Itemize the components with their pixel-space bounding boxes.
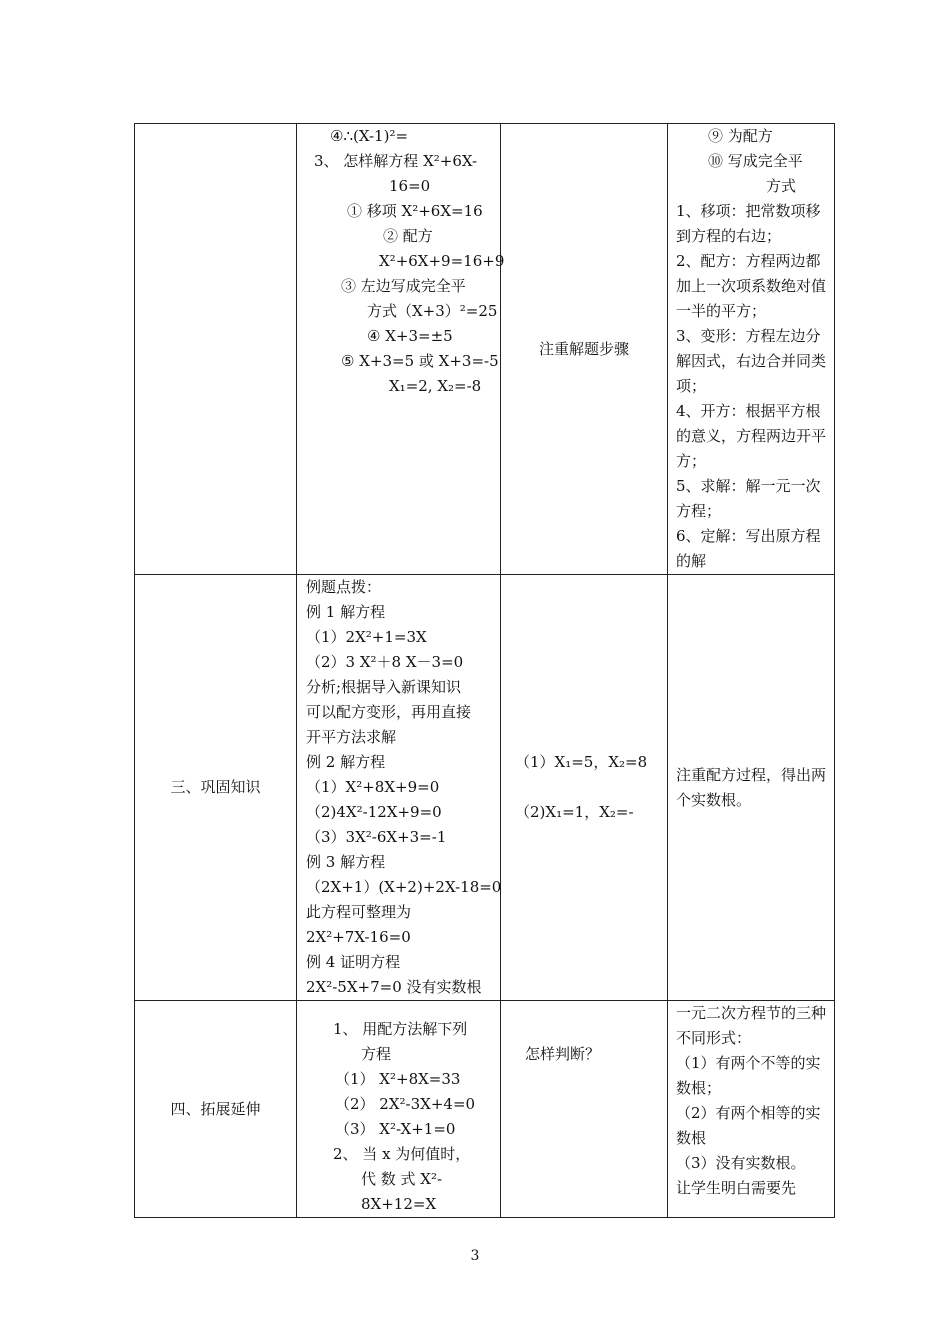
content-line: ⑤ X+3=5 或 X+3=-5: [341, 352, 499, 370]
student-cell: [501, 575, 668, 1001]
content-line: 16=0: [389, 177, 431, 195]
content-line: （2X+1）(X+2)+2X-18=0: [306, 878, 502, 896]
notes-line: 6、定解：写出原方程的解: [676, 527, 821, 570]
content-line: 分析;根据导入新课知识: [306, 678, 462, 696]
content-line: ③ 左边写成完全平: [341, 277, 466, 295]
notes-line: （2）有两个相等的实数根: [676, 1104, 821, 1147]
content-line: （2）3 X²＋8 X－3=0: [306, 653, 464, 671]
stage-cell: 三、巩固知识: [135, 575, 297, 1001]
stage-cell: [135, 124, 297, 575]
notes-line: 方式: [766, 177, 797, 195]
content-line: ① 移项 X²+6X=16: [347, 202, 483, 220]
student-cell: [501, 1001, 668, 1218]
student-line: （2)X₁=1，X₂=-: [515, 803, 634, 821]
notes-line: 1、移项：把常数项移到方程的右边；: [676, 202, 821, 245]
content-line: 1、 用配方法解下列: [333, 1020, 468, 1038]
notes-line: 2、配方：方程两边都加上一次项系数绝对值一半的平方；: [676, 252, 827, 320]
content-line: 8X+12=X: [361, 1195, 437, 1213]
content-line: 例 1 解方程: [306, 603, 386, 621]
content-line: 3、 怎样解方程 X²+6X-: [314, 152, 478, 170]
content-line: ④ X+3=±5: [367, 327, 453, 345]
notes-cell: [668, 124, 835, 575]
notes-line: 让学生明白需要先: [676, 1179, 797, 1197]
content-line: 2X²-5X+7=0 没有实数根: [306, 978, 482, 996]
content-line: 例 3 解方程: [306, 853, 386, 871]
content-line: 例 4 证明方程: [306, 953, 401, 971]
student-line: 怎样判断？: [525, 1045, 601, 1063]
content-line: （3） X²-X+1=0: [335, 1120, 456, 1138]
notes-line: ⑨ 为配方: [708, 127, 773, 145]
content-line: （3）3X²-6X+3=-1: [306, 828, 447, 846]
content-line: 可以配方变形，再用直接: [306, 703, 472, 721]
content-line: 开平方法求解: [306, 728, 397, 746]
notes-line: （1）有两个不等的实数根；: [676, 1054, 821, 1097]
content-line: 代 数 式 X²-: [361, 1170, 443, 1188]
content-line: （2） 2X²-3X+4=0: [335, 1095, 476, 1113]
student-line: （1）X₁=5，X₂=8: [515, 753, 648, 771]
content-line: （2)4X²-12X+9=0: [306, 803, 442, 821]
notes-cell: [668, 575, 835, 1001]
table-row-extend: [135, 1001, 835, 1218]
notes-cell: [668, 1001, 835, 1218]
content-line: （1） X²+8X=33: [335, 1070, 461, 1088]
student-cell: 注重解题步骤: [501, 124, 668, 575]
notes-line: ⑩ 写成完全平: [708, 152, 803, 170]
content-line: 此方程可整理为: [306, 903, 412, 921]
content-line: X₁=2, X₂=-8: [389, 377, 482, 395]
content-line: ④∴(X-1)²=: [330, 127, 409, 145]
content-line: 例 2 解方程: [306, 753, 386, 771]
content-line: 2、 当 x 为何值时，: [333, 1145, 471, 1163]
notes-line: （3）没有实数根。: [676, 1154, 806, 1172]
notes-line: 注重配方过程，得出两个实数根。: [676, 765, 827, 809]
content-line: 2X²+7X-16=0: [306, 928, 411, 946]
content-cell: [297, 1001, 501, 1218]
lesson-plan-table: [134, 123, 835, 1218]
content-cell: [297, 575, 501, 1001]
notes-line: 4、开方：根据平方根的意义，方程两边开平方；: [676, 402, 827, 470]
table-row-consolidate: [135, 575, 835, 1001]
notes-line: 3、变形：方程左边分解因式，右边合并同类项；: [676, 327, 827, 395]
table-row-continuation: [135, 124, 835, 575]
page-number: 3: [470, 1248, 480, 1264]
content-line: 方式（X+3）²=25: [367, 302, 498, 320]
stage-cell: 四、拓展延伸: [135, 1001, 297, 1218]
content-line: ② 配方: [383, 227, 433, 245]
notes-line: 5、求解：解一元一次方程；: [676, 477, 821, 520]
content-line: （1）X²+8X+9=0: [306, 778, 440, 796]
content-line: 例题点拨：: [306, 578, 382, 596]
content-line: 方程: [361, 1045, 392, 1063]
content-line: X²+6X+9=16+9: [379, 252, 505, 270]
notes-line: 一元二次方程节的三种不同形式：: [676, 1004, 827, 1047]
content-line: （1）2X²+1=3X: [306, 628, 427, 646]
content-cell: [297, 124, 505, 575]
